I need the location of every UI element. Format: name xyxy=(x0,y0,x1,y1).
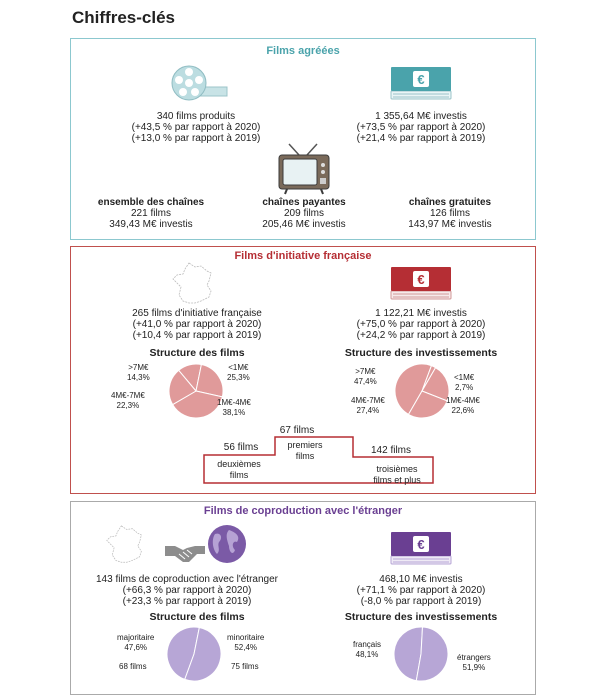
slice-label-lt1: <1M€ 25,3% xyxy=(227,363,250,382)
films-change-2019: (+23,3 % par rapport à 2019) xyxy=(122,596,252,607)
slice-label-1to4: 1M€-4M€ 22,6% xyxy=(446,396,480,415)
handshake-icon xyxy=(165,542,205,564)
minority-films-count: 75 films xyxy=(231,662,259,671)
invest-amount: 1 122,21 M€ investis xyxy=(375,308,467,319)
invest-structure-title: Structure des investissements xyxy=(344,347,498,359)
free-channels xyxy=(375,197,525,230)
french-films xyxy=(107,308,287,341)
french-initiative-panel xyxy=(70,246,536,494)
slice-label-1to4: 1M€-4M€ 38,1% xyxy=(217,398,251,417)
channel-label: ensemble des chaînes xyxy=(97,197,205,208)
euro-banknote-icon xyxy=(389,530,453,566)
section-title: Films agréées xyxy=(266,45,340,57)
first-films-count: 67 films xyxy=(279,425,315,436)
slice-label-lt1: <1M€ 2,7% xyxy=(454,373,475,392)
invest-change-2020: (+71,1 % par rapport à 2020) xyxy=(356,585,486,596)
majority-films-count: 68 films xyxy=(119,662,147,671)
approved-films-panel xyxy=(70,38,536,240)
second-films-count: 56 films xyxy=(223,442,259,453)
films-count: 340 films produits xyxy=(156,111,236,122)
coproduction-films-pie xyxy=(166,626,222,682)
page-title: Chiffres-clés xyxy=(72,8,175,27)
euro-banknote-icon xyxy=(389,65,453,101)
coproduction-invest-pie xyxy=(393,626,449,682)
section-title: Films d'initiative française xyxy=(234,250,372,262)
channel-invest: 205,46 M€ investis xyxy=(262,219,346,230)
films-change-2019: (+10,4 % par rapport à 2019) xyxy=(132,330,262,341)
channel-films: 126 films xyxy=(429,208,470,219)
channel-invest: 349,43 M€ investis xyxy=(109,219,193,230)
invest-change-2019: (-8,0 % par rapport à 2019) xyxy=(360,596,482,607)
films-structure-pie xyxy=(168,363,224,419)
euro-banknote-icon xyxy=(389,265,453,301)
films-change-2019: (+13,0 % par rapport à 2019) xyxy=(131,133,261,144)
france-map-icon xyxy=(105,524,145,566)
slice-label-majority: majoritaire 47,6% xyxy=(117,633,155,652)
pay-channels xyxy=(229,197,379,230)
coproduction-investments xyxy=(341,574,501,607)
invest-change-2019: (+24,2 % par rapport à 2019) xyxy=(356,330,486,341)
channel-films: 221 films xyxy=(130,208,171,219)
second-films-label: deuxièmes films xyxy=(217,459,261,480)
invest-change-2019: (+21,4 % par rapport à 2019) xyxy=(356,133,486,144)
slice-label-4to7: 4M€-7M€ 22,3% xyxy=(111,391,145,410)
third-films-count: 142 films xyxy=(370,445,411,456)
channel-films: 209 films xyxy=(283,208,324,219)
channel-label: chaînes gratuites xyxy=(408,197,492,208)
slice-label-gt7: >7M€ 14,3% xyxy=(127,363,150,382)
films-change-2020: (+41,0 % par rapport à 2020) xyxy=(132,319,262,330)
svg-text:€: € xyxy=(417,272,425,287)
svg-text:€: € xyxy=(417,72,425,87)
invest-change-2020: (+73,5 % par rapport à 2020) xyxy=(356,122,486,133)
channel-invest: 143,97 M€ investis xyxy=(408,219,492,230)
films-count: 143 films de coproduction avec l'étranger xyxy=(95,574,278,585)
third-films-label: troisièmes films et plus xyxy=(373,464,421,485)
invest-change-2020: (+75,0 % par rapport à 2020) xyxy=(356,319,486,330)
films-change-2020: (+66,3 % par rapport à 2020) xyxy=(122,585,252,596)
coproduction-films xyxy=(87,574,287,607)
invest-amount: 468,10 M€ investis xyxy=(379,574,463,585)
france-map-icon xyxy=(171,261,215,307)
slice-label-french: français 48,1% xyxy=(353,640,382,659)
first-films-label: premiers films xyxy=(287,440,323,461)
films-structure-title: Structure des films xyxy=(149,611,245,623)
section-title: Films de coproduction avec l'étranger xyxy=(203,505,403,517)
films-count: 265 films d'initiative française xyxy=(132,308,262,319)
svg-text:€: € xyxy=(417,537,425,552)
slice-label-foreign: étrangers 51,9% xyxy=(457,653,491,672)
globe-icon xyxy=(207,524,247,564)
slice-label-minority: minoritaire 52,4% xyxy=(227,633,265,652)
tv-icon xyxy=(277,143,331,195)
films-produced xyxy=(121,111,271,144)
invest-structure-title: Structure des investissements xyxy=(344,611,498,623)
film-reel-icon xyxy=(167,63,227,103)
films-change-2020: (+43,5 % par rapport à 2020) xyxy=(131,122,261,133)
investments xyxy=(341,111,501,144)
coproduction-panel xyxy=(70,501,536,695)
invest-amount: 1 355,64 M€ investis xyxy=(375,111,467,122)
french-investments xyxy=(341,308,501,341)
channel-label: chaînes payantes xyxy=(262,197,346,208)
invest-structure-pie xyxy=(394,363,450,419)
films-structure-title: Structure des films xyxy=(149,347,245,359)
slice-label-4to7: 4M€-7M€ 27,4% xyxy=(351,396,385,415)
slice-label-gt7: >7M€ 47,4% xyxy=(354,367,377,386)
all-channels xyxy=(71,197,231,230)
